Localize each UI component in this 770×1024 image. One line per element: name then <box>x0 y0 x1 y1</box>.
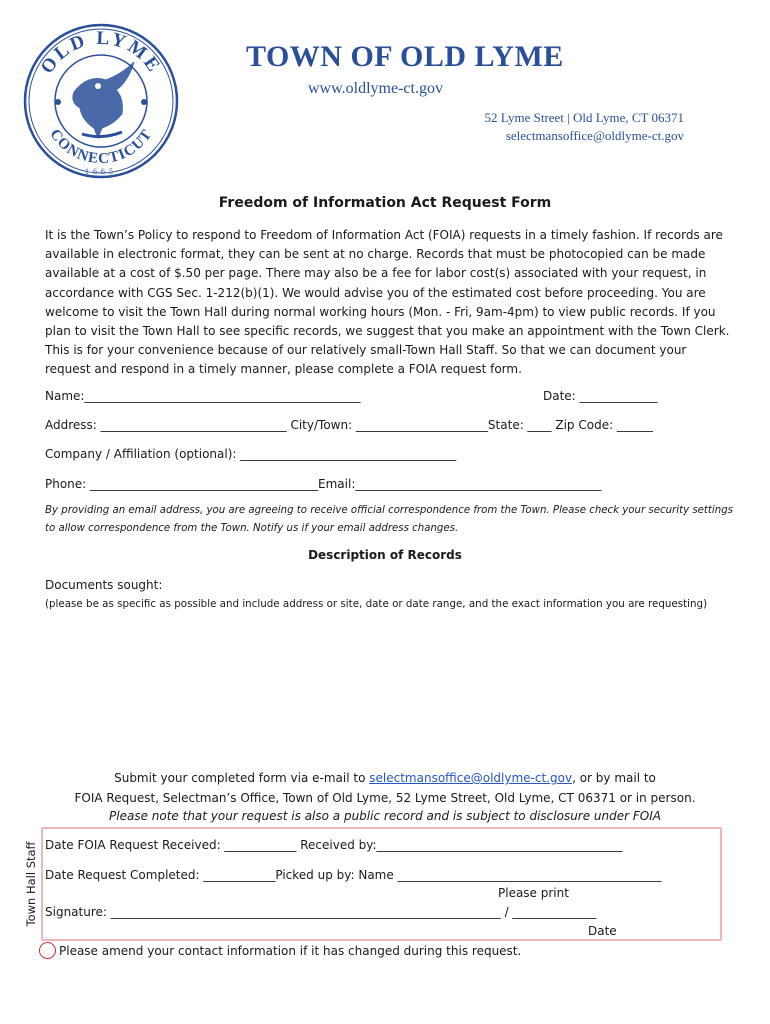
completed-date-field[interactable]: Date Request Completed: ____________Picked up by: Name ____________________________________________ <box>45 868 662 882</box>
description-title: Description of Records <box>308 548 462 562</box>
date-caption: Date <box>588 924 617 938</box>
public-record-note: Please note that your request is also a public record and is subject to disclosure under FOIA <box>109 809 661 823</box>
phone-email-field[interactable]: Phone: ______________________________________Email:_________________________________________ <box>45 477 602 491</box>
seal-year: 1665 <box>85 167 117 176</box>
submit-line-2: FOIA Request, Selectman’s Office, Town of Old Lyme, 52 Lyme Street, Old Lyme, CT 06371 or in person. <box>74 791 696 805</box>
town-address: 52 Lyme Street | Old Lyme, CT 06371 <box>484 110 684 125</box>
town-seal-logo <box>22 22 180 180</box>
town-email: selectmansoffice@oldlyme-ct.gov <box>505 128 684 143</box>
company-field[interactable]: Company / Affiliation (optional): ____________________________________ <box>45 447 457 461</box>
received-date-field[interactable]: Date FOIA Request Received: ____________ Received by:_________________________________________ <box>45 838 623 852</box>
form-title: Freedom of Information Act Request Form <box>218 195 552 211</box>
svg-text:CONNECTICUT: CONNECTICUT <box>46 126 156 168</box>
amend-note: Please amend your contact information if it has changed during this request. <box>59 944 522 958</box>
signature-field[interactable]: Signature: _________________________________________________________________ / ______________ <box>45 905 597 919</box>
town-name-heading: TOWN OF OLD LYME <box>246 40 564 73</box>
please-print-caption: Please print <box>498 886 569 900</box>
documents-sought-label: Documents sought: <box>45 578 163 592</box>
email-link[interactable]: selectmansoffice@oldlyme-ct.gov <box>369 771 573 785</box>
submit-suffix: , or by mail to <box>572 771 656 785</box>
date-field[interactable]: Date: _____________ <box>543 389 658 403</box>
documents-hint: (please be as specific as possible and include address or site, date or date range, and the exact information you are requesting) <box>45 598 708 610</box>
submit-prefix: Submit your completed form via e-mail to <box>114 771 370 785</box>
svg-text:OLD LYME: OLD LYME <box>36 27 166 78</box>
address-field[interactable]: Address: _______________________________ City/Town: ______________________State: ____ Zip Code: ______ <box>45 418 653 432</box>
email-notice: By providing an email address, you are agreeing to receive official correspondence from the Town. Please check your security settings to allow correspondence from the Town. Notify us if your email address changes. <box>45 505 733 534</box>
submit-line-1 <box>0 771 770 785</box>
name-field[interactable]: Name:______________________________________________ <box>45 389 361 403</box>
town-hall-staff-label: Town Hall Staff <box>24 841 38 927</box>
town-website: www.oldlyme-ct.gov <box>308 80 443 97</box>
amend-circle-icon <box>39 942 56 959</box>
policy-paragraph: It is the Town’s Policy to respond to Freedom of Information Act (FOIA) requests in a timely fashion. If records are available in electronic format, they can be sent at no charge. Records that must be photocopied can be made available at a cost of $.50 per page. There may also be a fee for labor cost(s) associated with your request, in accordance with CGS Sec. 1-212(b)(1). We would advise you of the estimated cost before proceeding. You are welcome to visit the Town Hall during normal working hours (Mon. - Fri, 9am-4pm) to view public records. If you plan to visit the Town Hall to see specific records, we suggest that you make an appointment with the Town Clerk. This is for your convenience because of our relatively small-Town Hall Staff. So that we can document your request and respond in a timely manner, please complete a FOIA request form. <box>45 228 730 377</box>
documents-sought-area[interactable] <box>45 618 735 758</box>
